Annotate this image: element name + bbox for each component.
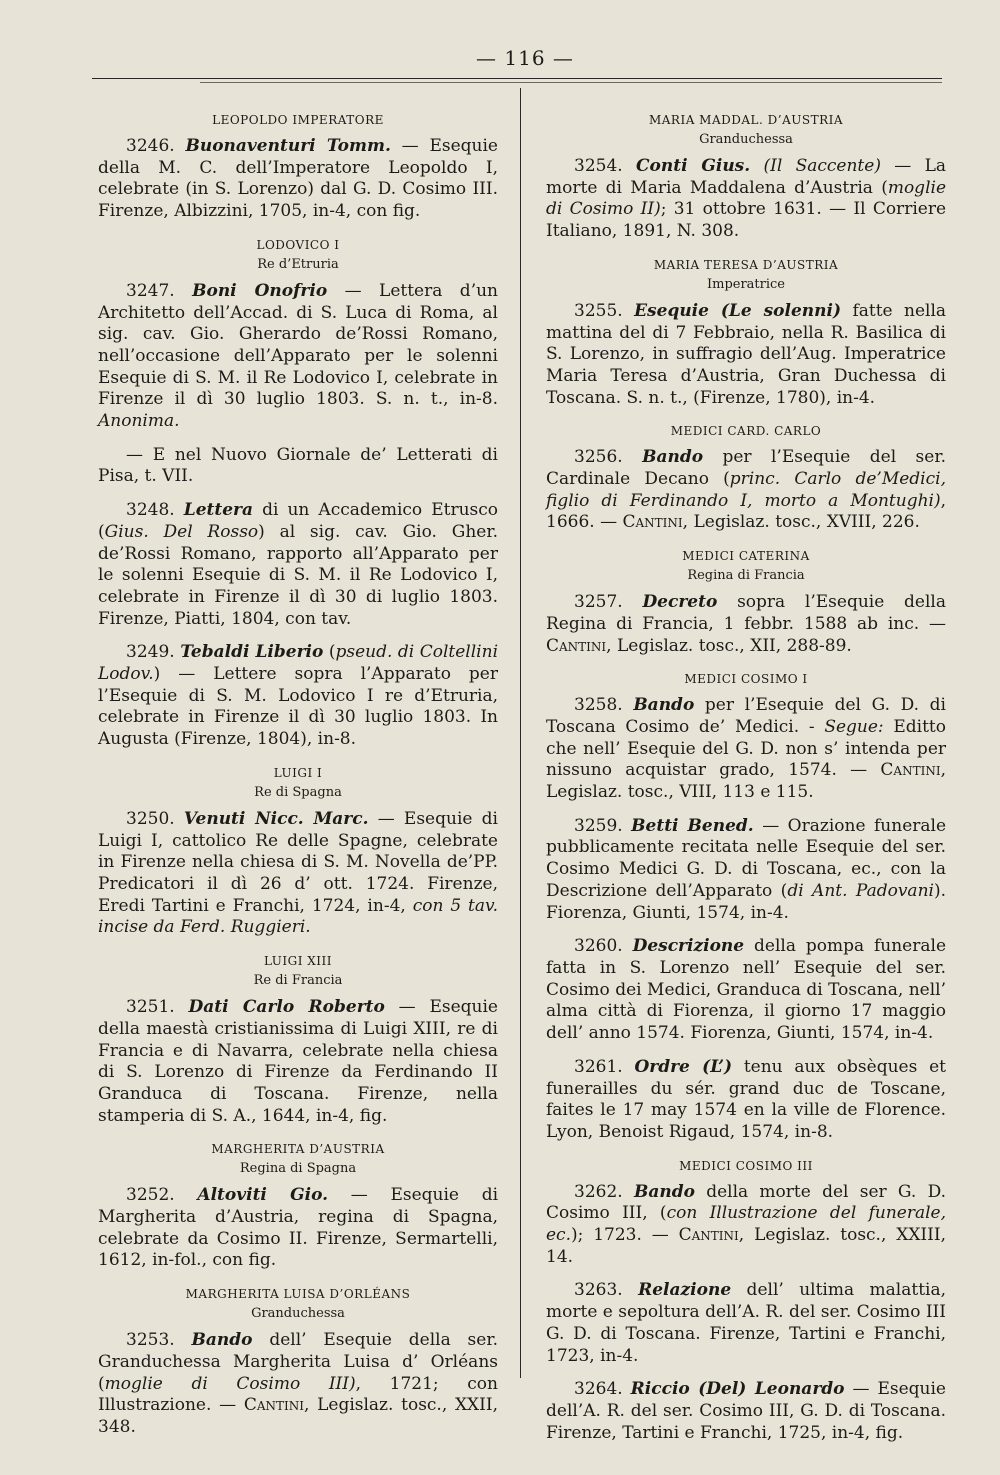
entry-number: 3263. [574, 1280, 623, 1301]
section-heading [98, 1284, 498, 1324]
bibliography-entry [546, 1182, 946, 1269]
section-heading [546, 255, 946, 295]
heading-title: MEDICI COSIMO I [684, 672, 808, 687]
bibliography-entry [98, 500, 498, 630]
entry-italic: con Illustrazione del funerale, ec. [546, 1203, 947, 1246]
heading-subtitle: Granduchessa [699, 132, 793, 147]
entry-author: Lettera [183, 500, 254, 521]
entry-number: 3250. [126, 808, 175, 829]
entry-text: , Legislaz. tosc., VIII, 113 e 115. [546, 760, 946, 803]
entry-text [750, 156, 763, 176]
entry-text: — Esequie della maestà cristianissima di Luigi XIII, re di Francia e di Navarra, celebrate nella chiesa di S. Lorenzo di Firenze da Ferdinando II Granduca di Toscana. Firenze, nella stamperia di S. A., 1644, in-4, fig. [98, 997, 498, 1126]
entry-italic: con 5 tav. incise da Ferd. Ruggieri. [98, 895, 498, 938]
heading-title: LUIGI XIII [263, 954, 333, 969]
entry-number: 3246. [126, 136, 175, 156]
bibliography-entry [546, 1280, 946, 1367]
entry-italic: Anonima. [98, 411, 180, 432]
bibliography-entry [98, 136, 498, 223]
bibliography-entry [546, 447, 946, 534]
entry-source: Cantini [546, 635, 607, 656]
entry-author: Relazione [638, 1280, 732, 1301]
entry-text: di un Accademico Etrusco ( [98, 500, 499, 542]
bibliography-entry [98, 1185, 498, 1272]
entry-text: fatte nella mattina del di 7 Febbraio, nella R. Basilica di S. Lorenzo, in suffragio dell’Aug. Imperatrice Maria Teresa d’Austria, Gran Duchessa di Toscana. S. n. t., (Firenze, 1780), in-4. [546, 300, 947, 408]
header-rule [92, 78, 942, 79]
entry-source: Cantini [622, 512, 683, 533]
entry-number: 3262. [574, 1181, 623, 1202]
entry-text: Editto che nell’ Esequie del G. D. non s’ intenda per nissuno acquistar grado, 1574. — [546, 716, 946, 781]
entry-source: Cantini [243, 1395, 304, 1416]
entry-source: Cantini [880, 760, 941, 781]
heading-subtitle: Re di Spagna [254, 784, 342, 800]
section-heading [546, 421, 946, 441]
section-heading [546, 110, 946, 150]
entry-text: , Legislaz. tosc., XII, 288-89. [606, 635, 852, 656]
entry-italic: Segue: [824, 716, 884, 737]
section-heading [98, 1139, 498, 1179]
entry-text: dell’ ultima malattia, morte e sepoltura dell’A. R. del ser. Cosimo III G. D. di Toscana. Firenze, Tartini e Franchi, 1723, in-4. [546, 1280, 946, 1366]
entry-number: 3256. [574, 447, 623, 468]
entry-text: della pompa funerale fatta in S. Lorenzo nell’ Esequie del ser. Cosimo dei Medici, Granduca di Toscana, nell’ alma città di Fiorenza, il giorno 17 maggio dell’ anno 1574. Fiorenza, Giunti, 1574, in-4. [546, 936, 947, 1044]
entry-italic: Gius. Del Rosso [104, 521, 259, 542]
entry-text: sopra l’Esequie della Regina di Francia, 1 febbr. 1588 ab inc. — [546, 592, 946, 634]
entry-number: 3259. [574, 815, 623, 836]
entry-number: 3264. [574, 1379, 623, 1400]
entry-text: ). Fiorenza, Giunti, 1574, in-4. [546, 880, 946, 923]
bibliography-entry [546, 695, 946, 804]
entry-author: Bando [633, 1181, 695, 1202]
entry-author: Buonaventuri Tomm. [185, 136, 391, 156]
heading-subtitle: Granduchessa [251, 1306, 345, 1322]
entry-text: — Lettera d’un Architetto dell’Accad. di S. Luca di Roma, al sig. cav. Gio. Gherardo de’Rossi Romano, nell’occasione dell’Apparato per le solenni Esequie di S. M. il Re Lodovico I, celebrate in Firenze il dì 30 luglio 1803. S. n. t., in-8. [98, 280, 498, 410]
heading-title: MARIA MADDAL. D’AUSTRIA [648, 113, 844, 127]
entry-text: , Legislaz. tosc., XXIII, 14. [546, 1225, 946, 1267]
entry-text: — Esequie dell’A. R. del ser. Cosimo III, G. D. di Toscana. Firenze, Tartini e Franchi, 1725, in-4, fig. [546, 1379, 946, 1443]
entry-text: — Esequie di Luigi I, cattolico Re delle Spagne, celebrate in Firenze nella chiesa di S. M. Novella de’PP. Predicatori il dì 26 d’ ott. 1724. Firenze, Eredi Tartini e Franchi, 1724, in-4, [98, 808, 498, 916]
entry-number: 3257. [574, 592, 623, 613]
entry-author: Tebaldi Liberio [180, 642, 324, 663]
entry-author: Decreto [642, 592, 718, 613]
entry-author: Boni Onofrio [192, 280, 328, 301]
bibliography-entry [546, 1379, 946, 1444]
entry-italic: moglie di Cosimo II) [546, 177, 946, 220]
entry-text: per l’Esequie del G. D. di Toscana Cosimo de’ Medici. - [546, 695, 946, 737]
entry-text: ( [323, 642, 336, 663]
entry-text: , Legislaz. tosc., XXII, 348. [98, 1395, 498, 1437]
entry-text: della morte del ser G. D. Cosimo III, ( [546, 1181, 946, 1224]
entry-author: Dati Carlo Roberto [188, 997, 385, 1018]
entry-author: Riccio (Del) Leonardo [630, 1379, 845, 1400]
entry-text: ; 31 ottobre 1631. — Il Corriere Italiano, 1891, N. 308. [546, 199, 946, 242]
entry-number: 3249. [126, 642, 175, 663]
heading-subtitle: Imperatrice [706, 276, 785, 292]
entry-number: 3248. [126, 500, 175, 521]
entry-note [98, 445, 498, 488]
bibliography-entry [546, 816, 946, 925]
heading-title: MARIA TERESA D’AUSTRIA [653, 257, 839, 272]
entry-text: — Esequie della M. C. dell’Imperatore Leopoldo I, celebrate (in S. Lorenzo) dal G. D. Cosimo III. Firenze, Albizzini, 1705, in-4, con fig. [98, 136, 498, 222]
entry-number: 3260. [574, 936, 623, 957]
entry-number: 3251. [126, 997, 175, 1018]
entry-text: — La morte di Maria Maddalena d’Austria ( [546, 156, 946, 198]
entry-number: 3255. [574, 300, 623, 321]
bibliography-entry [98, 809, 498, 939]
section-heading [98, 763, 498, 803]
section-heading [98, 235, 498, 275]
heading-subtitle: Re d’Etruria [257, 256, 339, 272]
entry-text: — Esequie di Margherita d’Austria, regina di Spagna, celebrate da Cosimo II. Firenze, Sermartelli, 1612, in-fol., con fig. [98, 1185, 499, 1271]
entry-author: Altoviti Gio. [197, 1185, 329, 1206]
entry-author: Esequie (Le solenni) [634, 300, 842, 321]
section-heading [546, 546, 946, 586]
heading-title: MEDICI COSIMO III [679, 1158, 813, 1173]
column-divider [520, 88, 521, 1378]
entry-italic: di Ant. Padovani [787, 880, 934, 901]
section-heading [98, 951, 498, 991]
entry-text: ) — Lettere sopra l’Apparato per l’Esequie di S. M. Lodovico I re d’Etruria, celebrate in Firenze il dì 30 luglio 1803. In Augusta (Firenze, 1804), in-8. [98, 664, 498, 750]
bibliography-entry [98, 642, 498, 751]
heading-title: LEOPOLDO IMPERATORE [212, 113, 384, 127]
entry-number: 3247. [126, 280, 175, 301]
entry-text: , 1721; con Illustrazione. — [98, 1373, 498, 1416]
entry-source: Cantini [678, 1225, 739, 1246]
section-heading [98, 110, 498, 130]
left-column [98, 110, 498, 1451]
entry-italic: pseud. di Coltellini Lodov. [98, 642, 499, 685]
entry-number: 3252. [126, 1185, 175, 1206]
heading-title: MARGHERITA D’AUSTRIA [211, 1142, 385, 1157]
entry-number: 3258. [574, 695, 623, 716]
entry-author: Descrizione [632, 936, 745, 957]
entry-author: Bando [633, 695, 695, 716]
bibliography-entry [546, 1057, 946, 1144]
bibliography-entry [98, 997, 498, 1127]
entry-text: , 1666. — [546, 490, 946, 533]
header-rule-thin [200, 82, 942, 83]
bibliography-entry [546, 936, 946, 1045]
heading-subtitle: Regina di Francia [687, 568, 805, 584]
entry-number: 3261. [574, 1056, 623, 1077]
entry-italic: (Il Saccente) [763, 156, 881, 176]
entry-italic: moglie di Cosimo III) [104, 1373, 356, 1394]
heading-subtitle: Re di Francia [253, 973, 343, 989]
heading-title: MEDICI CARD. CARLO [670, 424, 822, 439]
bibliography-entry [546, 301, 946, 410]
bibliography-entry [546, 592, 946, 657]
entry-text: per l’Esequie del ser. Cardinale Decano ( [546, 447, 946, 490]
entry-author: Betti Bened. [631, 815, 754, 836]
bibliography-entry [98, 1330, 498, 1439]
entry-author: Ordre (L’) [634, 1056, 733, 1077]
right-column [546, 110, 946, 1456]
entry-number: 3254. [574, 156, 623, 176]
section-heading [546, 669, 946, 689]
bibliography-entry [98, 281, 498, 433]
note-text: — E nel Nuovo Giornale de’ Letterati di Pisa, t. VII. [98, 444, 498, 487]
heading-title: LODOVICO I [256, 237, 340, 252]
entry-text: ); 1723. — [571, 1225, 679, 1246]
entry-text: ) al sig. cav. Gio. Gher. de’Rossi Romano, rapporto all’Apparato per le solenni Esequie di S. M. il Re Lodovico I, celebrate in Firenze il dì 30 di luglio 1803. Firenze, Piatti, 1804, con tav. [98, 521, 498, 629]
heading-title: LUIGI I [273, 765, 323, 780]
heading-title: MARGHERITA LUISA D’ORLÉANS [185, 1287, 411, 1302]
entry-author: Venuti Nicc. Marc. [183, 808, 369, 829]
entry-author: Conti Gius. [635, 156, 751, 176]
entry-text: tenu aux obsèques et funerailles du sér. grand duc de Toscane, faites le 17 may 1574 en la ville de Florence. Lyon, Benoist Rigaud, 1574, in-8. [546, 1056, 946, 1142]
page-number: — 116 — [476, 46, 574, 70]
entry-text: , Legislaz. tosc., XVIII, 226. [682, 512, 920, 533]
entry-author: Bando [642, 447, 704, 468]
bibliography-entry [546, 156, 946, 243]
heading-subtitle: Regina di Spagna [239, 1161, 357, 1177]
heading-title: MEDICI CATERINA [682, 549, 810, 564]
section-heading [546, 1156, 946, 1176]
entry-author: Bando [191, 1330, 253, 1351]
entry-italic: princ. Carlo de’Medici, figlio di Ferdinando I, morto a Montughi) [546, 469, 946, 511]
entry-text: dell’ Esequie della ser. Granduchessa Margherita Luisa d’ Orléans ( [98, 1330, 498, 1394]
entry-number: 3253. [126, 1330, 175, 1351]
entry-text: — Orazione funerale pubblicamente recitata nelle Esequie del ser. Cosimo Medici G. D. di Toscana, ec., con la Descrizione dell’Apparato ( [546, 815, 947, 901]
